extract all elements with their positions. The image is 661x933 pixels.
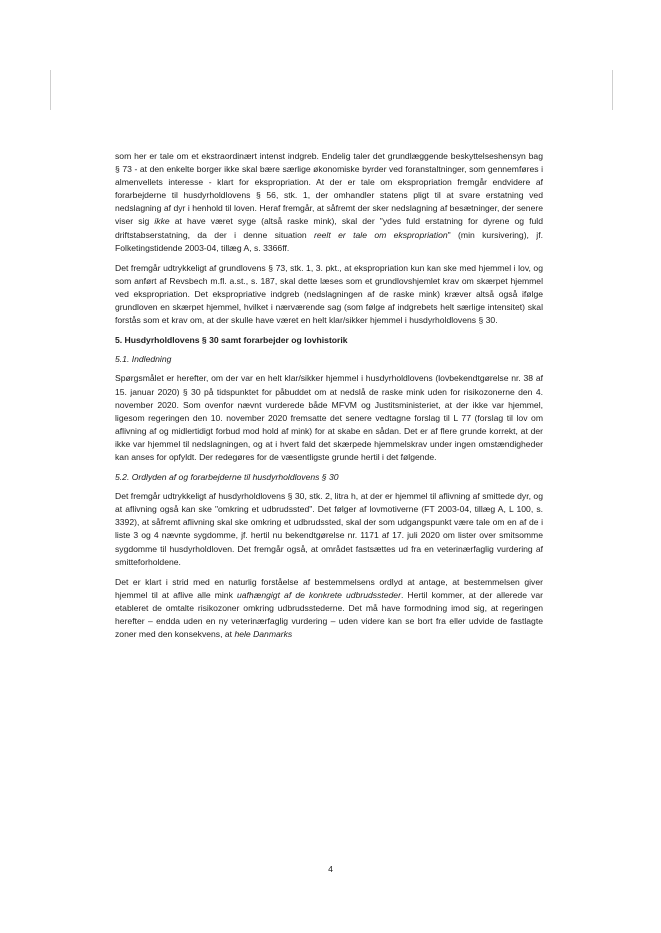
italic-text: ikke <box>154 216 170 227</box>
italic-text: hele Danmarks <box>234 629 293 640</box>
paragraph <box>115 150 543 255</box>
italic-text: uafhængigt af de konkrete udbrudssteder <box>236 589 401 600</box>
subsection-heading: 5.2. Ordlyden af og forarbejderne til husdyrholdlovens § 30 <box>115 472 339 483</box>
document-page <box>115 150 543 648</box>
paragraph <box>115 490 543 569</box>
left-margin-mark <box>50 70 51 110</box>
text-run: at have været syge (altså raske mink), skal der "ydes fuld erstatning for dyrene og fuld driftstabserstatning, da der i denne situation <box>115 216 543 240</box>
text-run: Det fremgår udtrykkeligt af husdyrholdlovens § 30, stk. 2, litra h, at der er hjemmel til aflivning af smittede dyr, og at aflivning også kan ske "omkring et udbrudssted". Det følger af lovmotiverne (FT 2003-04, tillæg A, L 100, s. 3392), at såfremt aflivning skal ske omkring et udbrudssted, skal der som udgangspunkt være tale om en af de i liste 3 og 4 nævnte sygdomme, jf. hertil nu bekendtgørelse nr. 1171 af 17. juli 2020 om lister over smitsomme sygdomme til husdyrholdloven. Det fremgår også, at området fastsættes ud fra en veterinærfaglig vurdering af smitteforholdene. <box>115 491 543 567</box>
italic-text: reelt er tale om ekspropriation <box>314 229 448 240</box>
right-margin-mark <box>612 70 613 110</box>
text-run: Det er klart i strid med en naturlig forståelse af bestemmelsens ordlyd at antage, at bestemmelsen giver hjemmel til at aflive alle mink <box>115 576 543 600</box>
section-heading: 5. Husdyrholdlovens § 30 samt forarbejder og lovhistorik <box>115 335 348 346</box>
text-run: som her er tale om et ekstraordinært intenst indgreb. Endelig taler det grundlæggende beskyttelseshensyn bag § 73 - at den enkelte borger ikke skal bære særlige økonomiske byrder ved foranstaltninger, som gennemføres i almenvellets interesse - klart for ekspropriation. At der er tale om ekspropriation fremgår endvidere af forarbejderne til husdyrholdlovens § 56, stk. 1, der omhandler statens pligt til at svare erstatning ved nedslagning af dyr i henhold til loven. Heraf fremgår, at såfremt der sker nedslagning af besætninger, der senere viser sig <box>115 151 543 227</box>
paragraph <box>115 262 543 327</box>
text-run: " (min kursivering), jf. Folketingstidende 2003-04, tillæg A, s. 3366ff. <box>115 229 543 253</box>
page-number: 4 <box>328 864 333 874</box>
paragraph <box>115 576 543 641</box>
text-run: Det fremgår udtrykkeligt af grundlovens § 73, stk. 1, 3. pkt., at ekspropriation kun kan ske med hjemmel i lov, og som anført af Revsbech m.fl. a.st., s. 187, skal dette læses som et grundlovshjemlet krav om skærpet hjemmel ved ekspropriation. Det ekspropriative indgreb (nedslagningen af de raske mink) kræver altså også ifølge grundloven en skærpet hjemmel, hvilket i nærværende sag (som følge af indgrebets helt særlige intensitet) skal forstås som et krav om, at der skulle have været en helt klar/sikker hjemmel i husdyrholdlovens § 30. <box>115 262 543 326</box>
text-run: . Hertil kommer, at der allerede var etableret de omtalte risikozoner omkring udbrudsstederne. Det må have formodning imod sig, at regeringen herefter – endda uden en ny veterinærfaglig vurdering – uden videre kan se bort fra eller udvide de fastlagte zoner med den konsekvens, at <box>115 589 543 640</box>
text-run: Spørgsmålet er herefter, om der var en helt klar/sikker hjemmel i husdyrholdlovens (lovbekendtgørelse nr. 38 af 15. januar 2020) § 30 på tidspunktet for påbuddet om at nedslå de raske mink uden for risikozonerne den 4. november 2020. Som ovenfor nævnt vurderede både MFVM og Justitsministeriet, at der ikke var hjemmel, ligesom regeringen den 10. november 2020 fremsatte det senere vedtagne forslag til L 77 (forslag til lov om aflivning af og midlertidigt forbud mod hold af mink) for at skabe en sådan. Det er af flere grunde korrekt, at der ikke var hjemmel til nedslagningen, og at i hvert fald det skærpede hjemmelskrav under ingen omstændigheder kan anses for opfyldt. Der redegøres for de væsentligste grunde hertil i det følgende. <box>115 373 543 462</box>
paragraph <box>115 372 543 464</box>
subsection-heading: 5.1. Indledning <box>115 354 172 365</box>
